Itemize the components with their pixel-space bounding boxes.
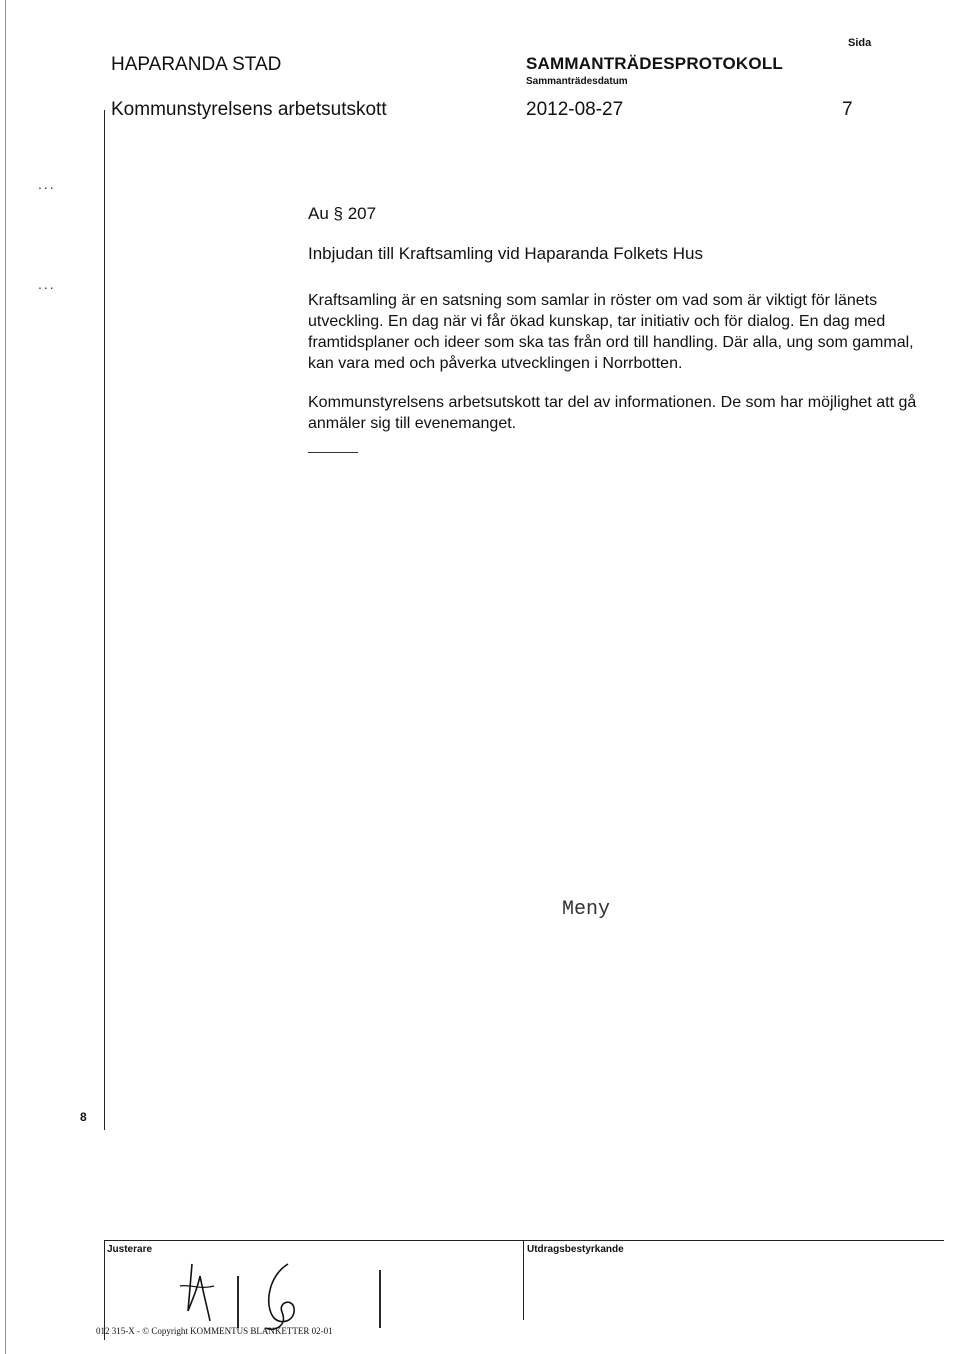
meeting-date: 2012-08-27 xyxy=(526,99,624,120)
menu-link[interactable]: Meny xyxy=(562,898,611,921)
margin-number: 8 xyxy=(80,1110,87,1124)
signature-box-left xyxy=(104,1240,105,1340)
meeting-date-label: Sammanträdesdatum xyxy=(526,76,628,87)
municipality-name: HAPARANDA STAD xyxy=(111,54,282,75)
signature-box-divider xyxy=(523,1240,524,1320)
body-paragraph: Kraftsamling är en satsning som samlar in röster om vad som är viktigt för länets utveckling. En dag när vi får ökad kunskap, tar initiativ och för dialog. En dag med framtidsplaner och ideer som ska tas från ord till handling. Där alla, ung som gammal, kan vara med och påverka utvecklingen i Norrbotten. xyxy=(308,292,914,372)
margin-dots: ... xyxy=(38,276,56,292)
utdragsbestyrkande-label: Utdragsbestyrkande xyxy=(527,1244,624,1255)
paragraph-reference: Au § 207 xyxy=(308,204,377,223)
justerare-label: Justerare xyxy=(107,1244,153,1255)
section-title: Inbjudan till Kraftsamling vid Haparanda Folkets Hus xyxy=(308,244,703,263)
form-copyright: 012 315-X - © Copyright KOMMENTUS BLANKETTER 02-01 xyxy=(96,1326,333,1336)
signature-box-rule xyxy=(104,1240,944,1241)
protocol-title: SAMMANTRÄDESPROTOKOLL xyxy=(526,54,783,73)
left-margin-line xyxy=(104,110,105,1130)
board-name: Kommunstyrelsens arbetsutskott xyxy=(111,99,387,120)
page-label: Sida xyxy=(848,37,872,49)
margin-dots: ... xyxy=(38,176,56,192)
handwritten-signature xyxy=(170,1256,390,1336)
section-end-rule xyxy=(308,452,358,453)
body-paragraph: Kommunstyrelsens arbetsutskott tar del av informationen. De som har möjlighet att gå anmäler sig till evenemanget. xyxy=(308,394,917,432)
page-edge-line xyxy=(5,0,6,1354)
page-number: 7 xyxy=(842,99,853,120)
